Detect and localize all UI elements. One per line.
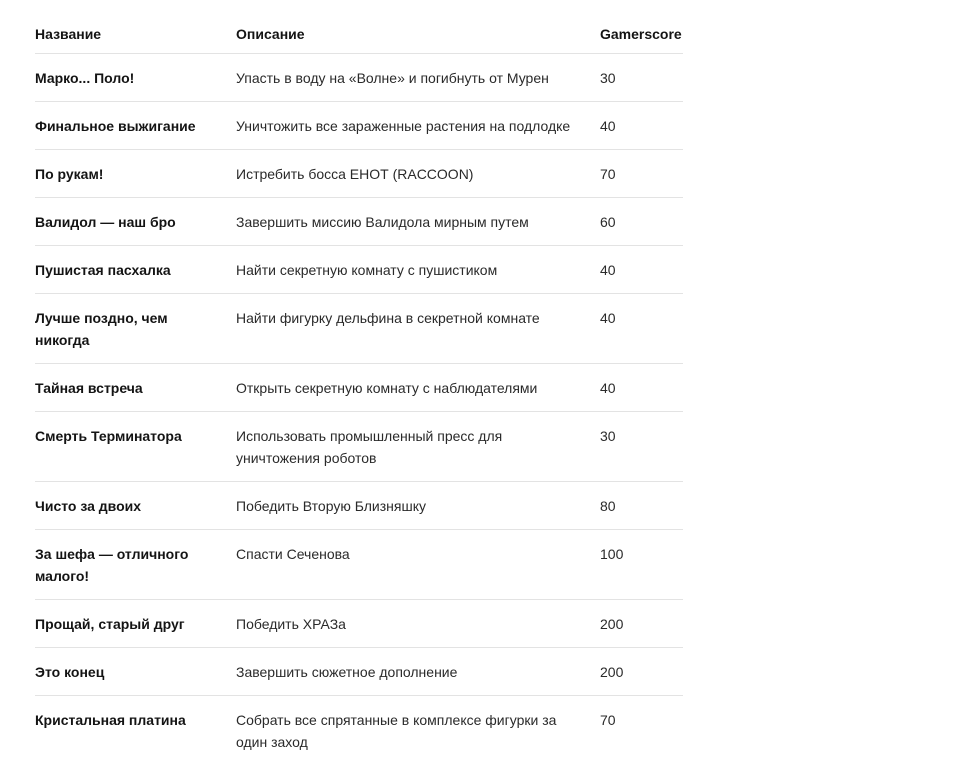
- achievement-score: 100: [600, 530, 683, 600]
- achievement-description: Уничтожить все зараженные растения на подлодке: [236, 102, 600, 150]
- achievement-score: 200: [600, 648, 683, 696]
- achievement-name: Чисто за двоих: [35, 482, 236, 530]
- achievement-description: Использовать промышленный пресс для уничтожения роботов: [236, 412, 600, 482]
- achievement-score: 70: [600, 150, 683, 198]
- table-row: [35, 648, 683, 696]
- achievement-name: Финальное выжигание: [35, 102, 236, 150]
- achievement-score: 40: [600, 294, 683, 364]
- achievement-score: 40: [600, 364, 683, 412]
- achievement-description: Победить ХРАЗа: [236, 600, 600, 648]
- achievement-score: 80: [600, 482, 683, 530]
- achievement-name: Лучше поздно, чем никогда: [35, 294, 236, 364]
- achievement-description: Истребить босса ЕНОТ (RACCOON): [236, 150, 600, 198]
- achievement-description: Спасти Сеченова: [236, 530, 600, 600]
- achievement-name: Прощай, старый друг: [35, 600, 236, 648]
- achievement-score: 40: [600, 246, 683, 294]
- achievement-description: Открыть секретную комнату с наблюдателями: [236, 364, 600, 412]
- achievement-name: Валидол — наш бро: [35, 198, 236, 246]
- achievement-description: Собрать все спрятанные в комплексе фигурки за один заход: [236, 696, 600, 765]
- achievement-description: Победить Вторую Близняшку: [236, 482, 600, 530]
- table-header-row: [35, 0, 683, 54]
- achievement-score: 30: [600, 412, 683, 482]
- table-row: [35, 482, 683, 530]
- column-header-score: Gamerscore: [600, 0, 683, 54]
- table-row: [35, 530, 683, 600]
- achievement-description: Завершить сюжетное дополнение: [236, 648, 600, 696]
- column-header-description: Описание: [236, 0, 600, 54]
- achievement-description: Упасть в воду на «Волне» и погибнуть от Мурен: [236, 54, 600, 102]
- achievement-name: Это конец: [35, 648, 236, 696]
- achievement-score: 40: [600, 102, 683, 150]
- achievement-description: Найти фигурку дельфина в секретной комнате: [236, 294, 600, 364]
- table-row: [35, 696, 683, 765]
- table-row: [35, 412, 683, 482]
- table-row: [35, 198, 683, 246]
- achievement-description: Найти секретную комнату с пушистиком: [236, 246, 600, 294]
- table-row: [35, 150, 683, 198]
- table-row: [35, 102, 683, 150]
- achievements-table: [35, 0, 683, 765]
- table-row: [35, 246, 683, 294]
- achievement-name: Кристальная платина: [35, 696, 236, 765]
- achievement-name: По рукам!: [35, 150, 236, 198]
- achievement-score: 30: [600, 54, 683, 102]
- achievement-name: Пушистая пасхалка: [35, 246, 236, 294]
- achievement-name: Марко... Поло!: [35, 54, 236, 102]
- achievement-name: Смерть Терминатора: [35, 412, 236, 482]
- achievement-name: За шефа — отличного малого!: [35, 530, 236, 600]
- table-row: [35, 54, 683, 102]
- achievement-score: 200: [600, 600, 683, 648]
- column-header-name: Название: [35, 0, 236, 54]
- table-row: [35, 294, 683, 364]
- table-row: [35, 600, 683, 648]
- achievement-name: Тайная встреча: [35, 364, 236, 412]
- table-row: [35, 364, 683, 412]
- achievement-description: Завершить миссию Валидола мирным путем: [236, 198, 600, 246]
- achievement-score: 70: [600, 696, 683, 765]
- achievement-score: 60: [600, 198, 683, 246]
